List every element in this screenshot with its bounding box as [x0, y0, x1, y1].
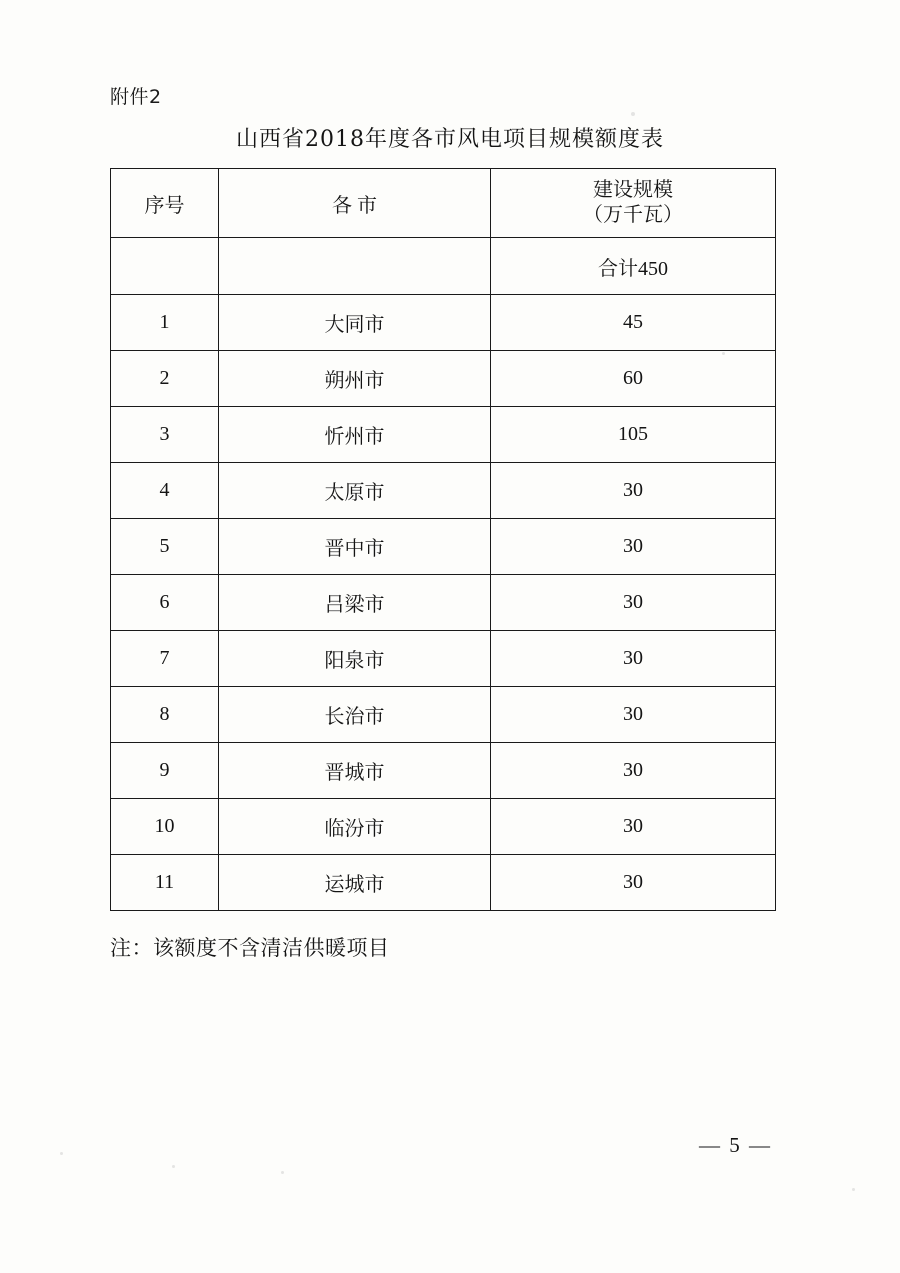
row-index-cell: 10: [111, 799, 219, 855]
table-row: [111, 631, 776, 687]
row-index-cell: 8: [111, 687, 219, 743]
row-city-cell: 晋中市: [219, 519, 491, 575]
total-scale-cell: 合计450: [491, 238, 776, 295]
row-scale-cell: 30: [491, 519, 776, 575]
table-row: [111, 295, 776, 351]
table-row: [111, 855, 776, 911]
row-scale-cell: 30: [491, 855, 776, 911]
row-city-cell: 吕梁市: [219, 575, 491, 631]
row-city-cell: 忻州市: [219, 407, 491, 463]
table-note: 注：该额度不含清洁供暖项目: [110, 936, 390, 960]
table-row: [111, 463, 776, 519]
row-scale-cell: 60: [491, 351, 776, 407]
table-row: [111, 351, 776, 407]
row-index-cell: 1: [111, 295, 219, 351]
total-city-cell: [219, 238, 491, 295]
row-scale-cell: 30: [491, 687, 776, 743]
table-header-row: [111, 169, 776, 238]
scan-speck: [631, 112, 635, 116]
row-city-cell: 太原市: [219, 463, 491, 519]
table-row: [111, 575, 776, 631]
scan-speck: [281, 1171, 284, 1174]
row-index-cell: 7: [111, 631, 219, 687]
page-title: 山西省2018年度各市风电项目规模额度表: [236, 127, 664, 152]
row-index-cell: 11: [111, 855, 219, 911]
page-number: — 5 —: [699, 1133, 772, 1157]
row-index-cell: 3: [111, 407, 219, 463]
table-row: [111, 687, 776, 743]
row-city-cell: 临汾市: [219, 799, 491, 855]
row-city-cell: 大同市: [219, 295, 491, 351]
row-city-cell: 晋城市: [219, 743, 491, 799]
row-index-cell: 4: [111, 463, 219, 519]
row-scale-cell: 30: [491, 743, 776, 799]
table-row: [111, 519, 776, 575]
table-row: [111, 743, 776, 799]
row-city-cell: 朔州市: [219, 351, 491, 407]
column-header-city: [219, 169, 491, 238]
row-scale-cell: 45: [491, 295, 776, 351]
table-row: [111, 407, 776, 463]
column-header-city-label: 各 市: [332, 194, 377, 217]
row-index-cell: 6: [111, 575, 219, 631]
row-index-cell: 9: [111, 743, 219, 799]
column-header-scale-line1: 建设规模: [593, 179, 673, 201]
row-scale-cell: 30: [491, 631, 776, 687]
row-city-cell: 运城市: [219, 855, 491, 911]
row-index-cell: 2: [111, 351, 219, 407]
row-scale-cell: 105: [491, 407, 776, 463]
attachment-label: 附件2: [110, 86, 162, 108]
total-index-cell: [111, 238, 219, 295]
column-header-scale-line2: （万千瓦）: [583, 204, 683, 226]
column-header-scale: [491, 169, 776, 238]
row-scale-cell: 30: [491, 575, 776, 631]
wind-power-quota-table-container: [110, 168, 775, 911]
row-city-cell: 长治市: [219, 687, 491, 743]
scan-speck: [60, 1152, 63, 1155]
row-scale-cell: 30: [491, 463, 776, 519]
table-row: [111, 799, 776, 855]
scan-speck: [172, 1165, 175, 1168]
table-row-total: [111, 238, 776, 295]
row-scale-cell: 30: [491, 799, 776, 855]
wind-power-quota-table: [110, 168, 776, 911]
scan-speck: [852, 1188, 855, 1191]
row-city-cell: 阳泉市: [219, 631, 491, 687]
column-header-index: 序号: [111, 169, 219, 238]
row-index-cell: 5: [111, 519, 219, 575]
